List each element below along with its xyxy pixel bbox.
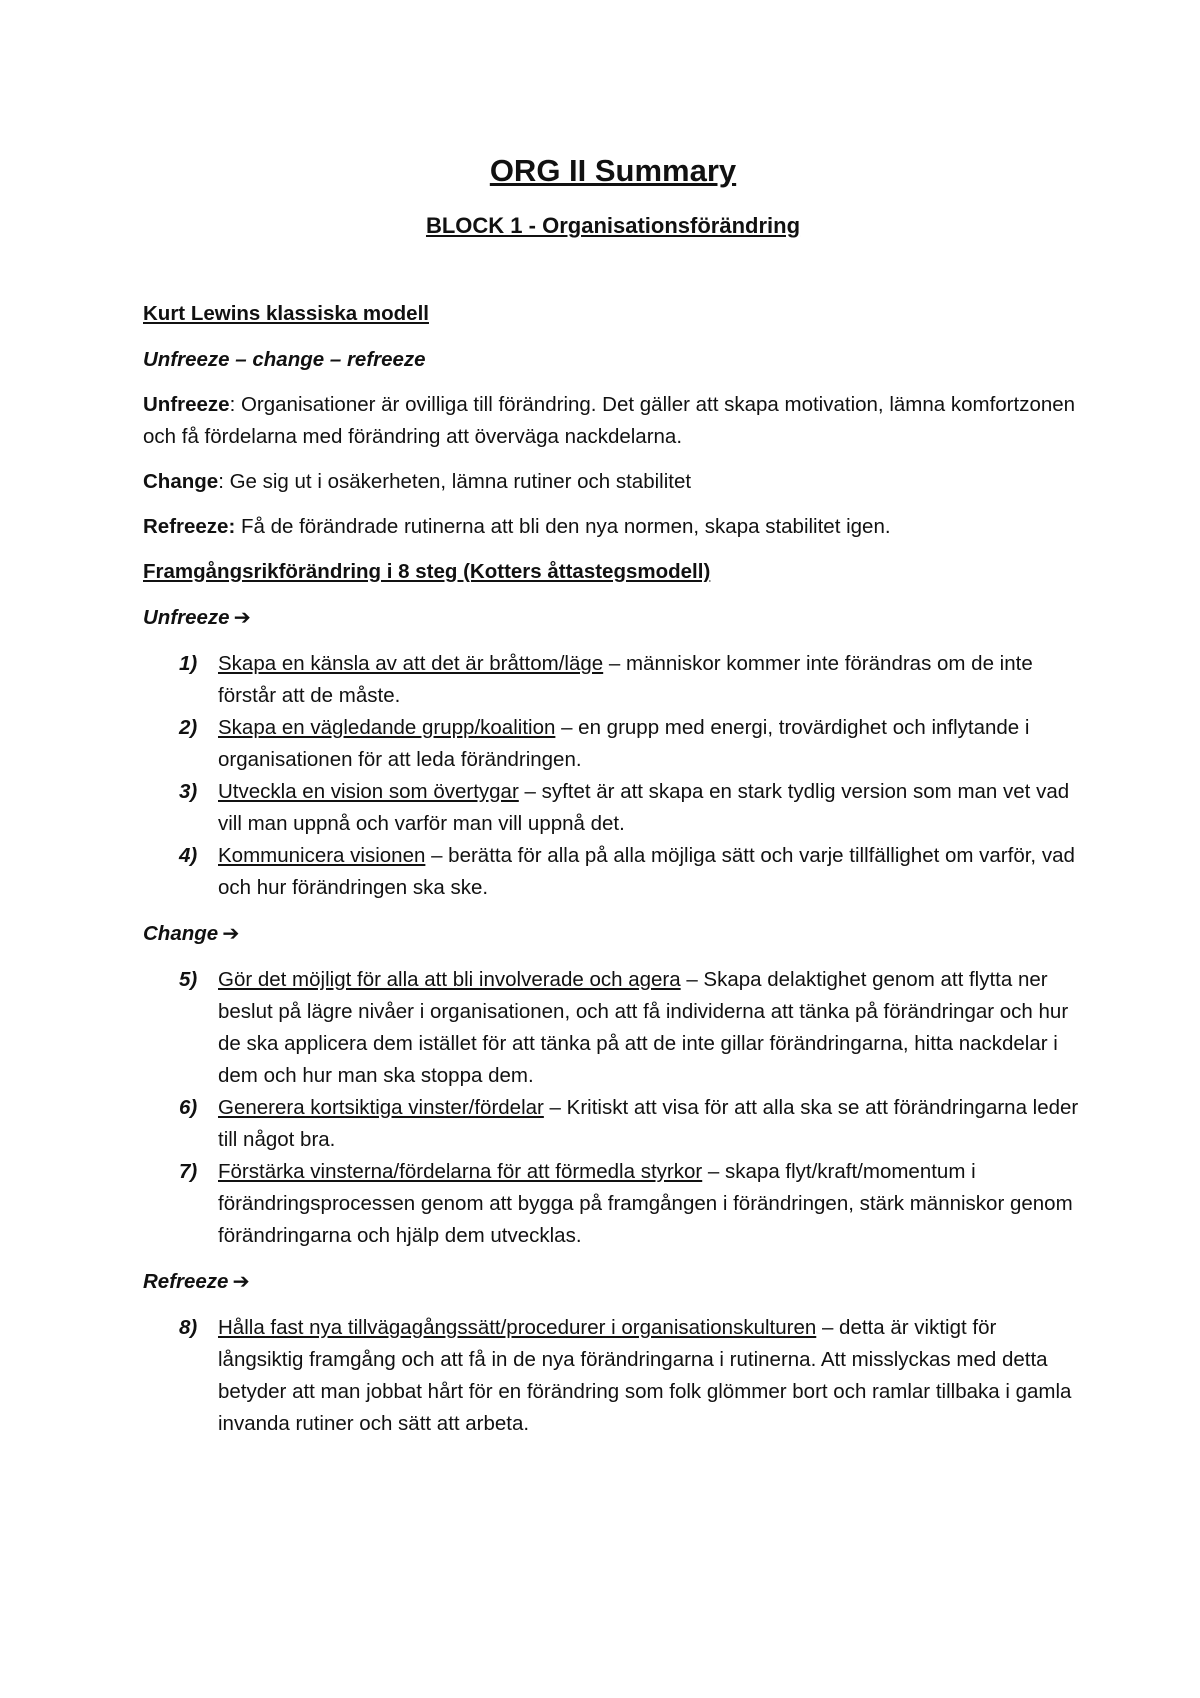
group-label: Refreeze (143, 1269, 229, 1293)
step-description: – detta är viktigt för långsiktig framgång och att få in de nya förändringarna i rutinerna. Att misslyckas med detta betyder att man jobbat hårt för en förändring som folk glömmer bort och ramlar tillbaka i gamla invanda rutiner och sätt att arbeta. (218, 1315, 1072, 1435)
step-description: – berätta för alla på alla möjliga sätt och varje tillfällighet om varför, vad och hur förändringen ska ske. (218, 843, 1075, 899)
change-label: Change (143, 469, 219, 493)
lewin-subheading: Unfreeze – change – refreeze (143, 347, 426, 371)
step-number: 8) (179, 1315, 198, 1339)
step-title: Skapa en känsla av att det är bråttom/läge (218, 651, 604, 675)
group-label: Unfreeze (143, 605, 230, 629)
group-heading-change (143, 918, 1083, 950)
step-title: Skapa en vägledande grupp/koalition (218, 715, 556, 739)
group-heading-refreeze (143, 1266, 1083, 1298)
group-label: Change (143, 921, 219, 945)
step-description: – Kritiskt att visa för att alla ska se att förändringarna leder till något bra. (218, 1095, 1079, 1151)
list-item (143, 776, 1083, 840)
step-number: 1) (179, 651, 198, 675)
list-item (143, 1156, 1083, 1252)
step-title: Kommunicera visionen (218, 843, 426, 867)
step-number: 6) (179, 1095, 198, 1119)
arrow-right-icon: ➔ (233, 605, 251, 629)
lewin-heading: Kurt Lewins klassiska modell (143, 301, 429, 325)
unfreeze-paragraph (143, 389, 1083, 453)
step-number: 5) (179, 967, 198, 991)
arrow-right-icon: ➔ (232, 1269, 250, 1293)
change-text: : Ge sig ut i osäkerheten, lämna rutiner och stabilitet (218, 469, 692, 493)
list-item (143, 840, 1083, 904)
list-item (143, 648, 1083, 712)
step-description: – syftet är att skapa en stark tydlig version som man vet vad vill man uppnå och varför man vill uppnå det. (218, 779, 1070, 835)
step-title: Gör det möjligt för alla att bli involverade och agera (218, 967, 681, 991)
step-description: – en grupp med energi, trovärdighet och inflytande i organisationen för att leda förändringen. (218, 715, 1030, 771)
steps-list-unfreeze (143, 648, 1083, 904)
list-item (143, 964, 1083, 1092)
unfreeze-label: Unfreeze (143, 392, 230, 416)
step-number: 3) (179, 779, 198, 803)
step-description: – människor kommer inte förändras om de inte förstår att de måste. (218, 651, 1033, 707)
unfreeze-text: : Organisationer är ovilliga till förändring. Det gäller att skapa motivation, lämna komfortzonen och få fördelarna med förändring att överväga nackdelarna. (143, 392, 1076, 448)
step-number: 4) (179, 843, 198, 867)
step-title: Hålla fast nya tillvägagångssätt/procedurer i organisationskulturen (218, 1315, 817, 1339)
step-number: 7) (179, 1159, 198, 1183)
steps-list-change (143, 964, 1083, 1252)
document-content (143, 140, 1083, 1440)
refreeze-text: Få de förändrade rutinerna att bli den nya normen, skapa stabilitet igen. (235, 514, 891, 538)
document-title: ORG II Summary (489, 153, 737, 188)
refreeze-paragraph (143, 511, 1083, 543)
list-item (143, 712, 1083, 776)
step-number: 2) (179, 715, 198, 739)
list-item (143, 1092, 1083, 1156)
step-description: – Skapa delaktighet genom att flytta ner beslut på lägre nivåer i organisationen, och att få individerna att tänka på förändringar och hur de ska applicera dem istället för att tänka på att de inte gillar förändringarna, hitta nackdelar i dem och hur man ska stoppa dem. (218, 967, 1069, 1087)
refreeze-label: Refreeze: (143, 514, 236, 538)
step-description: – skapa flyt/kraft/momentum i förändringsprocessen genom att bygga på framgången i förändringen, stärk människor genom förändringarna och hjälp dem utvecklas. (218, 1159, 1073, 1247)
step-title: Förstärka vinsterna/fördelarna för att förmedla styrkor (218, 1159, 703, 1183)
change-paragraph (143, 466, 1083, 498)
step-title: Generera kortsiktiga vinster/fördelar (218, 1095, 544, 1119)
steps-list-refreeze (143, 1312, 1083, 1440)
list-item (143, 1312, 1083, 1440)
group-heading-unfreeze (143, 602, 1083, 634)
kotter-heading: Framgångsrikförändring i 8 steg (Kotters åttastegsmodell) (143, 559, 711, 583)
arrow-right-icon: ➔ (222, 921, 240, 945)
block-title: BLOCK 1 - Organisationsförändring (425, 213, 801, 239)
step-title: Utveckla en vision som övertygar (218, 779, 519, 803)
